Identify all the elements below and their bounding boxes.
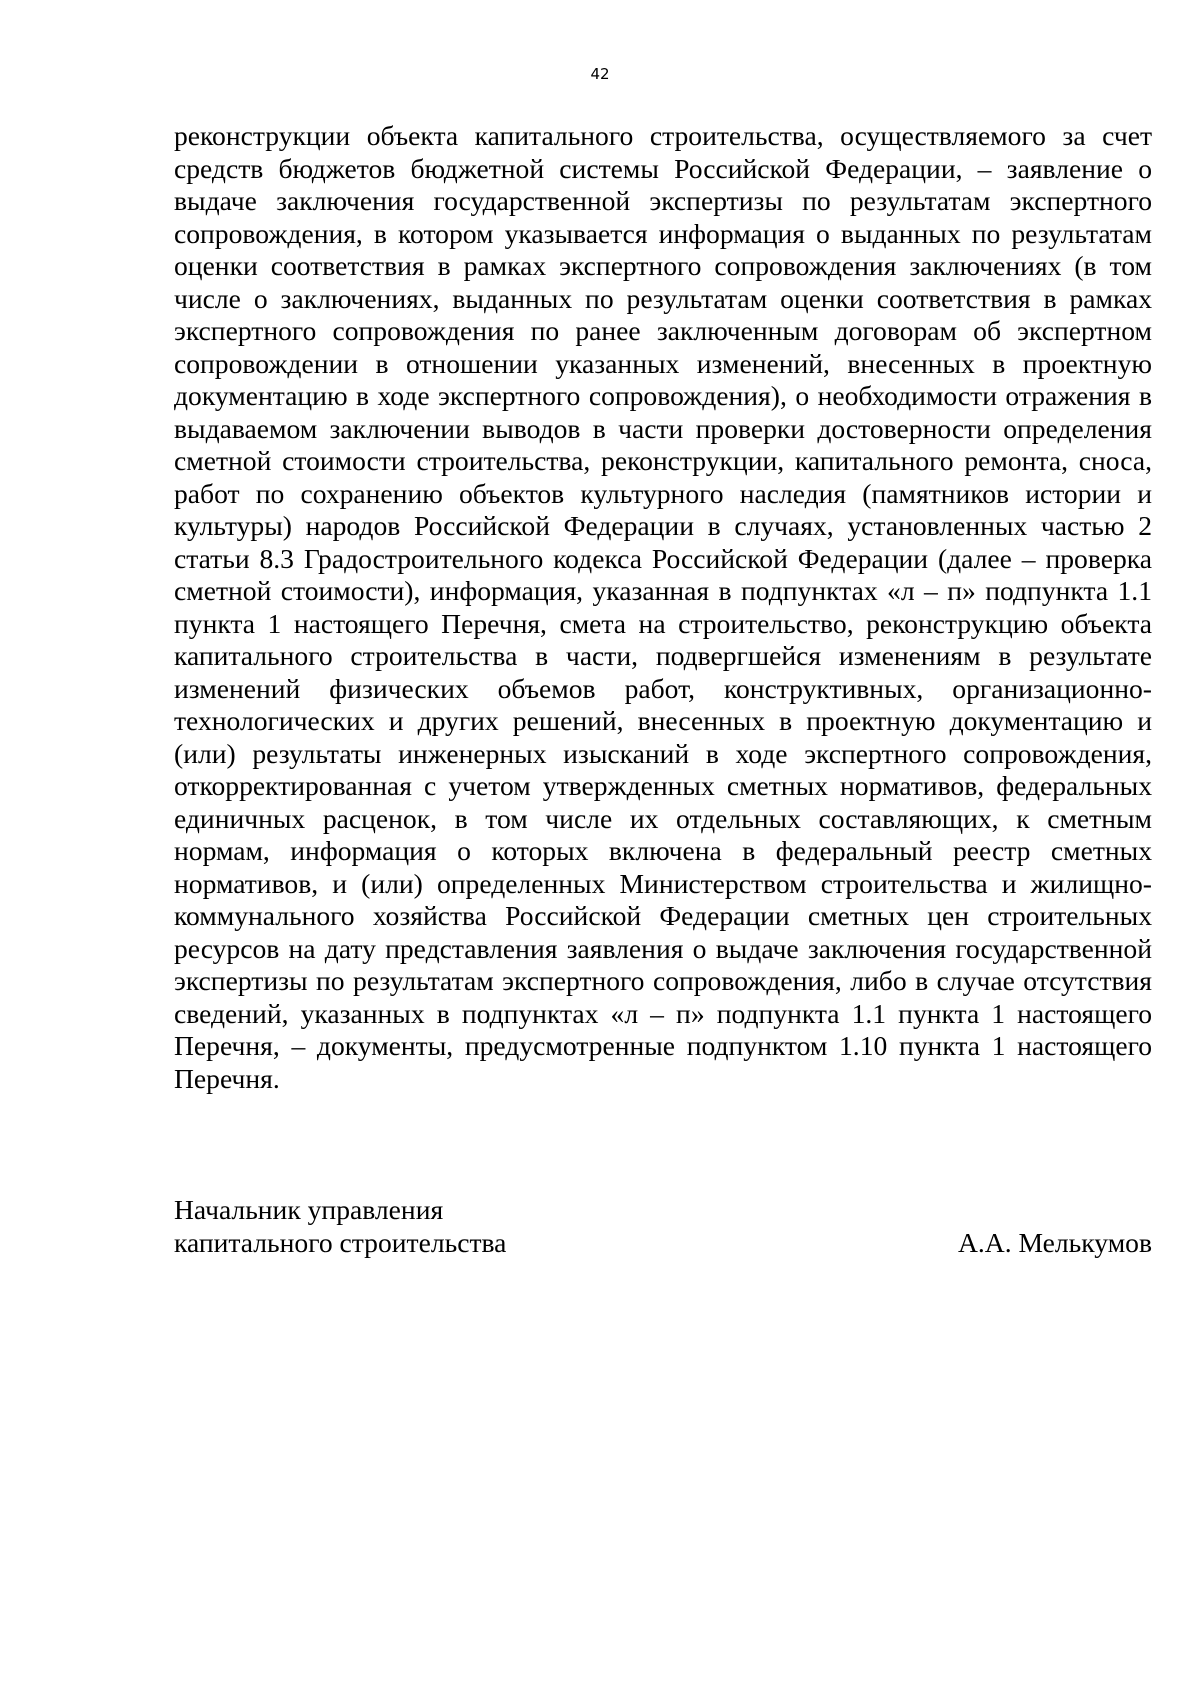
signatory-position-line-1: Начальник управления: [174, 1194, 444, 1225]
page-number: 42: [590, 65, 610, 83]
signature-block: [174, 1194, 1152, 1259]
body-paragraph: реконструкции объекта капитального строительства, осуществляемого за счет средств бюджетов бюджетной системы Российской Федерации, – заявление о выдаче заключения государственной экспертизы по результатам экспертного сопровождения, в котором указывается информация о выданных по результатам оценки соответствия в рамках экспертного сопровождения заключениях (в том числе о заключениях, выданных по результатам оценки соответствия в рамках экспертного сопровождения по ранее заключенным договорам об экспертном сопровождении в отношении указанных изменений, внесенных в проектную документацию в ходе экспертного сопровождения), о необходимости отражения в выдаваемом заключении выводов в части проверки достоверности определения сметной стоимости строительства, реконструкции, капитального ремонта, сноса, работ по сохранению объектов культурного наследия (памятников истории и культуры) народов Российской Федерации в случаях, установленных частью 2 статьи 8.3 Градостроительного кодекса Российской Федерации (далее – проверка сметной стоимости), информация, указанная в подпунктах «л – п» подпункта 1.1 пункта 1 настоящего Перечня, смета на строительство, реконструкцию объекта капитального строительства в части, подвергшейся изменениям в результате изменений физических объемов работ, конструктивных, организационно-технологических и других решений, внесенных в проектную документацию и (или) результаты инженерных изысканий в ходе экспертного сопровождения, откорректированная с учетом утвержденных сметных нормативов, федеральных единичных расценок, в том числе их отдельных составляющих, к сметным нормам, информация о которых включена в федеральный реестр сметных нормативов, и (или) определенных Министерством строительства и жилищно-коммунального хозяйства Российской Федерации сметных цен строительных ресурсов на дату представления заявления о выдаче заключения государственной экспертизы по результатам экспертного сопровождения, либо в случае отсутствия сведений, указанных в подпунктах «л – п» подпункта 1.1 пункта 1 настоящего Перечня, – документы, предусмотренные подпунктом 1.10 пункта 1 настоящего Перечня.: [174, 120, 1152, 1094]
signature-line: [174, 1227, 1152, 1260]
body-paragraph-block: [174, 120, 1152, 1095]
signatory-name: А.А. Мелькумов: [957, 1226, 1152, 1258]
signatory-position-line-2: капитального строительства: [174, 1226, 507, 1258]
